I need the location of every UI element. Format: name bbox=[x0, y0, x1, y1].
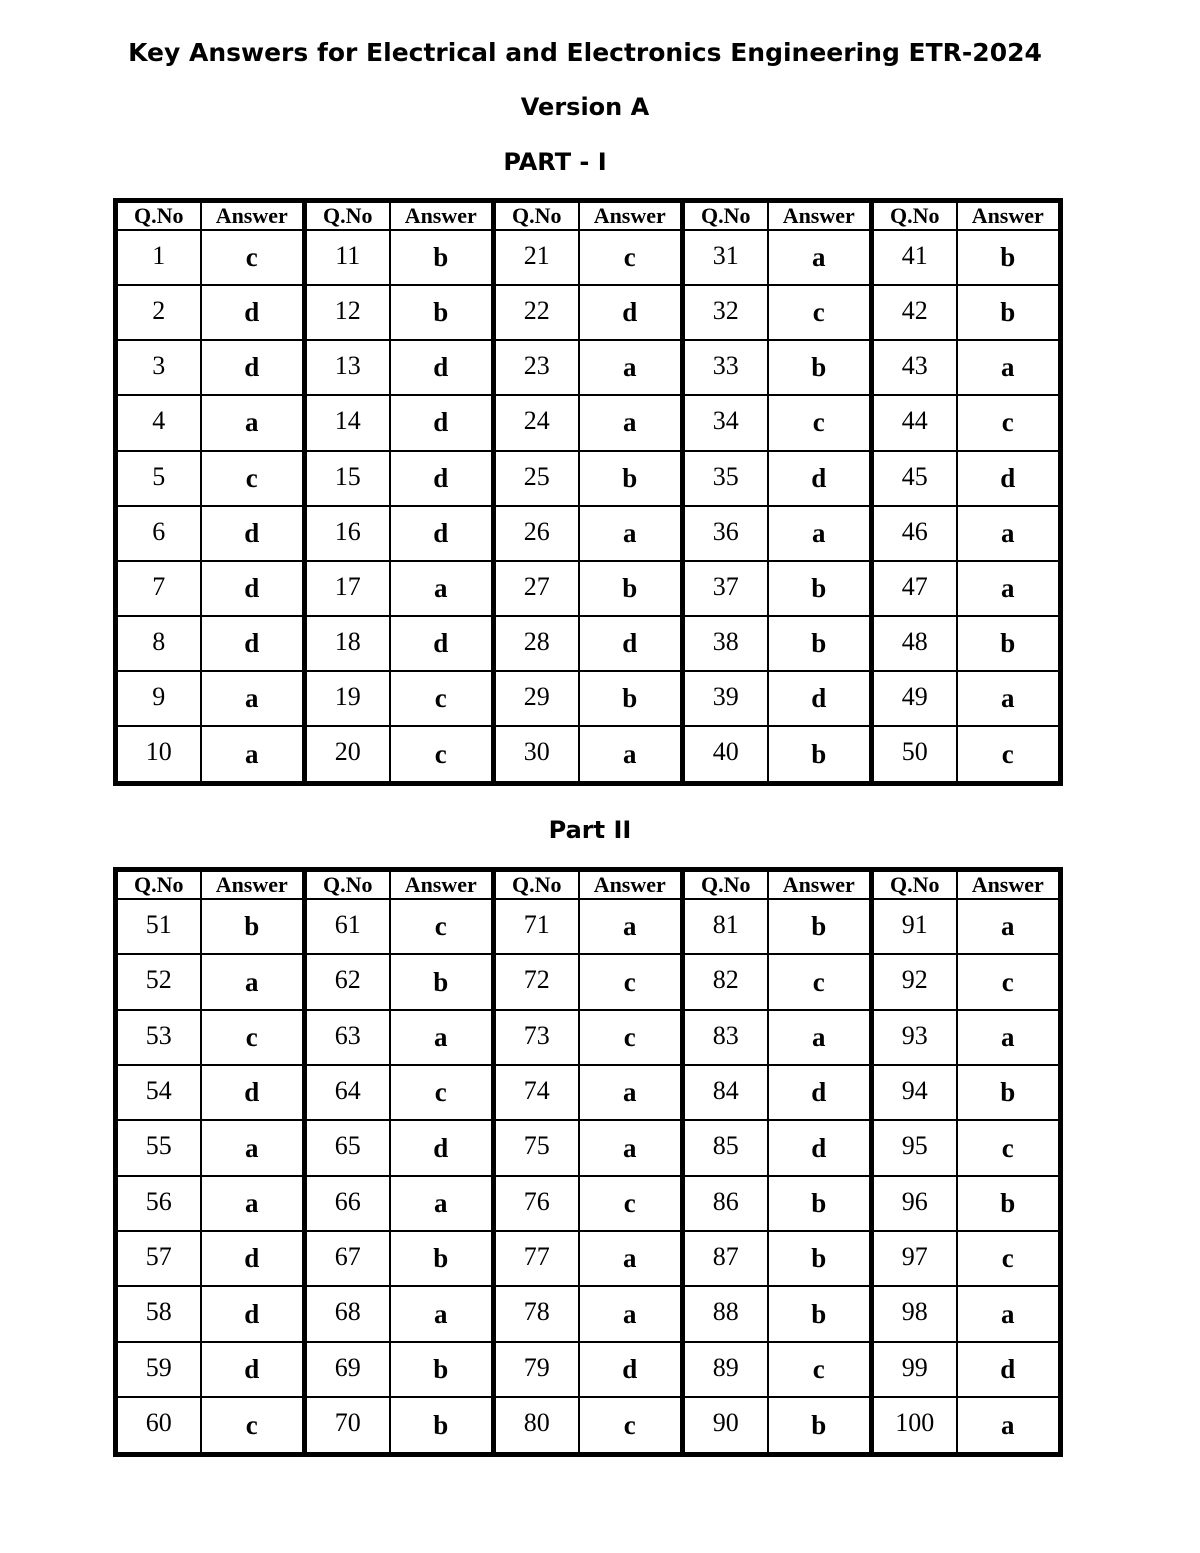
question-number: 49 bbox=[872, 671, 957, 726]
question-number: 84 bbox=[683, 1065, 768, 1120]
answer-cell: a bbox=[957, 561, 1061, 616]
answer-header: Answer bbox=[768, 870, 872, 900]
answer-cell: c bbox=[390, 899, 494, 954]
answer-cell: d bbox=[390, 506, 494, 561]
answer-cell: a bbox=[579, 340, 683, 395]
question-number: 28 bbox=[494, 616, 579, 671]
question-number: 52 bbox=[116, 954, 201, 1009]
answer-cell: d bbox=[390, 395, 494, 450]
question-number: 38 bbox=[683, 616, 768, 671]
answer-cell: c bbox=[957, 726, 1061, 783]
table-row bbox=[116, 1286, 1061, 1341]
answer-cell: d bbox=[768, 451, 872, 506]
answer-cell: a bbox=[957, 340, 1061, 395]
question-number: 33 bbox=[683, 340, 768, 395]
question-number: 77 bbox=[494, 1231, 579, 1286]
question-number: 42 bbox=[872, 285, 957, 340]
answer-header: Answer bbox=[201, 870, 305, 900]
answer-header: Answer bbox=[957, 201, 1061, 231]
answer-cell: b bbox=[768, 1286, 872, 1341]
answer-cell: c bbox=[201, 451, 305, 506]
answer-cell: b bbox=[390, 285, 494, 340]
answer-cell: b bbox=[768, 1176, 872, 1231]
answer-cell: a bbox=[579, 1120, 683, 1175]
question-number: 75 bbox=[494, 1120, 579, 1175]
question-number: 85 bbox=[683, 1120, 768, 1175]
question-number: 50 bbox=[872, 726, 957, 783]
answer-cell: b bbox=[957, 1176, 1061, 1231]
table-row bbox=[116, 726, 1061, 783]
answer-cell: a bbox=[579, 506, 683, 561]
question-number: 97 bbox=[872, 1231, 957, 1286]
question-number: 5 bbox=[116, 451, 201, 506]
answer-cell: d bbox=[201, 616, 305, 671]
answer-cell: d bbox=[957, 1342, 1061, 1397]
question-number: 55 bbox=[116, 1120, 201, 1175]
question-number: 8 bbox=[116, 616, 201, 671]
answer-cell: c bbox=[390, 726, 494, 783]
answer-cell: a bbox=[768, 1010, 872, 1065]
question-number: 17 bbox=[305, 561, 390, 616]
question-number: 88 bbox=[683, 1286, 768, 1341]
question-number: 29 bbox=[494, 671, 579, 726]
answer-cell: a bbox=[390, 1176, 494, 1231]
answer-cell: b bbox=[579, 671, 683, 726]
answer-cell: c bbox=[579, 954, 683, 1009]
question-number: 100 bbox=[872, 1397, 957, 1454]
table-header-row bbox=[116, 201, 1061, 231]
question-number: 74 bbox=[494, 1065, 579, 1120]
answer-cell: a bbox=[768, 506, 872, 561]
question-number: 19 bbox=[305, 671, 390, 726]
question-number: 21 bbox=[494, 230, 579, 285]
answer-cell: a bbox=[390, 1010, 494, 1065]
question-number: 45 bbox=[872, 451, 957, 506]
question-number: 60 bbox=[116, 1397, 201, 1454]
answer-cell: c bbox=[957, 954, 1061, 1009]
answer-cell: a bbox=[957, 671, 1061, 726]
answer-cell: d bbox=[390, 340, 494, 395]
qno-header: Q.No bbox=[872, 201, 957, 231]
question-number: 44 bbox=[872, 395, 957, 450]
question-number: 12 bbox=[305, 285, 390, 340]
answer-cell: a bbox=[957, 1010, 1061, 1065]
question-number: 46 bbox=[872, 506, 957, 561]
answer-cell: b bbox=[957, 230, 1061, 285]
question-number: 94 bbox=[872, 1065, 957, 1120]
question-number: 40 bbox=[683, 726, 768, 783]
answer-cell: d bbox=[390, 1120, 494, 1175]
answer-cell: b bbox=[768, 1231, 872, 1286]
question-number: 99 bbox=[872, 1342, 957, 1397]
question-number: 93 bbox=[872, 1010, 957, 1065]
question-number: 6 bbox=[116, 506, 201, 561]
answer-cell: a bbox=[957, 1286, 1061, 1341]
document-title: Key Answers for Electrical and Electronics Engineering ETR-2024 bbox=[128, 38, 1042, 67]
question-number: 87 bbox=[683, 1231, 768, 1286]
question-number: 76 bbox=[494, 1176, 579, 1231]
answer-cell: d bbox=[201, 340, 305, 395]
table-row bbox=[116, 506, 1061, 561]
table-row bbox=[116, 1065, 1061, 1120]
question-number: 66 bbox=[305, 1176, 390, 1231]
question-number: 22 bbox=[494, 285, 579, 340]
qno-header: Q.No bbox=[683, 201, 768, 231]
version-label: Version A bbox=[520, 93, 650, 121]
answer-header: Answer bbox=[390, 201, 494, 231]
question-number: 37 bbox=[683, 561, 768, 616]
answer-cell: b bbox=[390, 1231, 494, 1286]
part-1-heading: PART - I bbox=[503, 148, 607, 176]
question-number: 25 bbox=[494, 451, 579, 506]
question-number: 65 bbox=[305, 1120, 390, 1175]
question-number: 51 bbox=[116, 899, 201, 954]
question-number: 43 bbox=[872, 340, 957, 395]
answer-cell: c bbox=[579, 1176, 683, 1231]
answer-header: Answer bbox=[579, 870, 683, 900]
table-row bbox=[116, 395, 1061, 450]
answer-cell: b bbox=[390, 1397, 494, 1454]
answer-cell: a bbox=[579, 395, 683, 450]
answer-cell: d bbox=[579, 616, 683, 671]
question-number: 18 bbox=[305, 616, 390, 671]
table-row bbox=[116, 561, 1061, 616]
question-number: 53 bbox=[116, 1010, 201, 1065]
table-row bbox=[116, 1397, 1061, 1454]
answer-cell: b bbox=[957, 285, 1061, 340]
table-header-row bbox=[116, 870, 1061, 900]
answer-cell: c bbox=[201, 230, 305, 285]
question-number: 81 bbox=[683, 899, 768, 954]
question-number: 41 bbox=[872, 230, 957, 285]
question-number: 14 bbox=[305, 395, 390, 450]
part-1-answer-table bbox=[113, 198, 1063, 786]
table-row bbox=[116, 1231, 1061, 1286]
answer-cell: b bbox=[768, 561, 872, 616]
question-number: 24 bbox=[494, 395, 579, 450]
question-number: 20 bbox=[305, 726, 390, 783]
question-number: 48 bbox=[872, 616, 957, 671]
question-number: 73 bbox=[494, 1010, 579, 1065]
answer-cell: d bbox=[201, 1231, 305, 1286]
question-number: 80 bbox=[494, 1397, 579, 1454]
question-number: 56 bbox=[116, 1176, 201, 1231]
qno-header: Q.No bbox=[683, 870, 768, 900]
answer-cell: c bbox=[201, 1397, 305, 1454]
answer-cell: b bbox=[768, 340, 872, 395]
question-number: 98 bbox=[872, 1286, 957, 1341]
answer-cell: d bbox=[201, 1286, 305, 1341]
question-number: 9 bbox=[116, 671, 201, 726]
answer-cell: d bbox=[201, 561, 305, 616]
answer-header: Answer bbox=[579, 201, 683, 231]
question-number: 62 bbox=[305, 954, 390, 1009]
question-number: 82 bbox=[683, 954, 768, 1009]
question-number: 27 bbox=[494, 561, 579, 616]
question-number: 35 bbox=[683, 451, 768, 506]
question-number: 11 bbox=[305, 230, 390, 285]
question-number: 36 bbox=[683, 506, 768, 561]
answer-cell: b bbox=[768, 726, 872, 783]
answer-cell: c bbox=[201, 1010, 305, 1065]
question-number: 30 bbox=[494, 726, 579, 783]
answer-cell: b bbox=[957, 616, 1061, 671]
question-number: 70 bbox=[305, 1397, 390, 1454]
qno-header: Q.No bbox=[116, 870, 201, 900]
answer-cell: a bbox=[201, 726, 305, 783]
table-row bbox=[116, 899, 1061, 954]
question-number: 2 bbox=[116, 285, 201, 340]
question-number: 10 bbox=[116, 726, 201, 783]
question-number: 89 bbox=[683, 1342, 768, 1397]
question-number: 26 bbox=[494, 506, 579, 561]
answer-cell: a bbox=[579, 1231, 683, 1286]
qno-header: Q.No bbox=[494, 870, 579, 900]
answer-cell: c bbox=[957, 395, 1061, 450]
table-row bbox=[116, 451, 1061, 506]
question-number: 3 bbox=[116, 340, 201, 395]
question-number: 96 bbox=[872, 1176, 957, 1231]
question-number: 34 bbox=[683, 395, 768, 450]
answer-cell: b bbox=[957, 1065, 1061, 1120]
answer-cell: d bbox=[201, 285, 305, 340]
question-number: 54 bbox=[116, 1065, 201, 1120]
part-2-heading: Part II bbox=[548, 816, 632, 844]
table-row bbox=[116, 1120, 1061, 1175]
question-number: 31 bbox=[683, 230, 768, 285]
answer-cell: a bbox=[390, 1286, 494, 1341]
question-number: 86 bbox=[683, 1176, 768, 1231]
answer-cell: c bbox=[579, 1010, 683, 1065]
question-number: 71 bbox=[494, 899, 579, 954]
table-row bbox=[116, 1342, 1061, 1397]
answer-header: Answer bbox=[390, 870, 494, 900]
question-number: 61 bbox=[305, 899, 390, 954]
answer-cell: b bbox=[579, 561, 683, 616]
answer-cell: b bbox=[579, 451, 683, 506]
answer-cell: b bbox=[768, 1397, 872, 1454]
answer-cell: c bbox=[768, 285, 872, 340]
answer-cell: d bbox=[201, 1065, 305, 1120]
answer-cell: d bbox=[201, 1342, 305, 1397]
answer-cell: a bbox=[390, 561, 494, 616]
question-number: 58 bbox=[116, 1286, 201, 1341]
question-number: 59 bbox=[116, 1342, 201, 1397]
question-number: 72 bbox=[494, 954, 579, 1009]
answer-cell: a bbox=[579, 1065, 683, 1120]
question-number: 13 bbox=[305, 340, 390, 395]
answer-cell: a bbox=[201, 1120, 305, 1175]
question-number: 69 bbox=[305, 1342, 390, 1397]
answer-cell: a bbox=[957, 506, 1061, 561]
question-number: 68 bbox=[305, 1286, 390, 1341]
answer-cell: d bbox=[579, 1342, 683, 1397]
answer-cell: a bbox=[957, 899, 1061, 954]
qno-header: Q.No bbox=[305, 870, 390, 900]
answer-cell: a bbox=[201, 1176, 305, 1231]
question-number: 90 bbox=[683, 1397, 768, 1454]
question-number: 16 bbox=[305, 506, 390, 561]
answer-cell: c bbox=[957, 1120, 1061, 1175]
answer-cell: c bbox=[579, 230, 683, 285]
table-row bbox=[116, 230, 1061, 285]
question-number: 23 bbox=[494, 340, 579, 395]
question-number: 92 bbox=[872, 954, 957, 1009]
qno-header: Q.No bbox=[872, 870, 957, 900]
question-number: 63 bbox=[305, 1010, 390, 1065]
table-row bbox=[116, 616, 1061, 671]
answer-cell: a bbox=[201, 954, 305, 1009]
answer-cell: a bbox=[579, 899, 683, 954]
answer-cell: b bbox=[390, 1342, 494, 1397]
question-number: 7 bbox=[116, 561, 201, 616]
answer-cell: c bbox=[390, 1065, 494, 1120]
answer-cell: d bbox=[390, 451, 494, 506]
question-number: 95 bbox=[872, 1120, 957, 1175]
answer-cell: d bbox=[201, 506, 305, 561]
answer-header: Answer bbox=[201, 201, 305, 231]
answer-cell: b bbox=[390, 954, 494, 1009]
table-row bbox=[116, 285, 1061, 340]
answer-cell: d bbox=[390, 616, 494, 671]
table-row bbox=[116, 1010, 1061, 1065]
table-row bbox=[116, 1176, 1061, 1231]
question-number: 4 bbox=[116, 395, 201, 450]
answer-cell: d bbox=[768, 1065, 872, 1120]
answer-cell: d bbox=[957, 451, 1061, 506]
question-number: 57 bbox=[116, 1231, 201, 1286]
answer-cell: b bbox=[768, 616, 872, 671]
answer-cell: b bbox=[201, 899, 305, 954]
answer-cell: c bbox=[579, 1397, 683, 1454]
answer-cell: b bbox=[390, 230, 494, 285]
question-number: 83 bbox=[683, 1010, 768, 1065]
qno-header: Q.No bbox=[305, 201, 390, 231]
answer-cell: a bbox=[201, 671, 305, 726]
table-row bbox=[116, 954, 1061, 1009]
table-row bbox=[116, 671, 1061, 726]
answer-cell: a bbox=[768, 230, 872, 285]
question-number: 78 bbox=[494, 1286, 579, 1341]
part-2-answer-table bbox=[113, 867, 1063, 1457]
question-number: 91 bbox=[872, 899, 957, 954]
answer-cell: c bbox=[768, 1342, 872, 1397]
answer-cell: d bbox=[579, 285, 683, 340]
answer-cell: d bbox=[768, 1120, 872, 1175]
answer-header: Answer bbox=[957, 870, 1061, 900]
answer-cell: d bbox=[768, 671, 872, 726]
answer-header: Answer bbox=[768, 201, 872, 231]
question-number: 64 bbox=[305, 1065, 390, 1120]
answer-cell: c bbox=[768, 954, 872, 1009]
question-number: 32 bbox=[683, 285, 768, 340]
answer-cell: a bbox=[201, 395, 305, 450]
question-number: 47 bbox=[872, 561, 957, 616]
qno-header: Q.No bbox=[494, 201, 579, 231]
qno-header: Q.No bbox=[116, 201, 201, 231]
table-row bbox=[116, 340, 1061, 395]
answer-cell: a bbox=[957, 1397, 1061, 1454]
question-number: 79 bbox=[494, 1342, 579, 1397]
answer-cell: a bbox=[579, 1286, 683, 1341]
question-number: 39 bbox=[683, 671, 768, 726]
answer-cell: c bbox=[390, 671, 494, 726]
question-number: 1 bbox=[116, 230, 201, 285]
answer-cell: a bbox=[579, 726, 683, 783]
question-number: 15 bbox=[305, 451, 390, 506]
answer-cell: c bbox=[768, 395, 872, 450]
answer-cell: c bbox=[957, 1231, 1061, 1286]
answer-cell: b bbox=[768, 899, 872, 954]
question-number: 67 bbox=[305, 1231, 390, 1286]
